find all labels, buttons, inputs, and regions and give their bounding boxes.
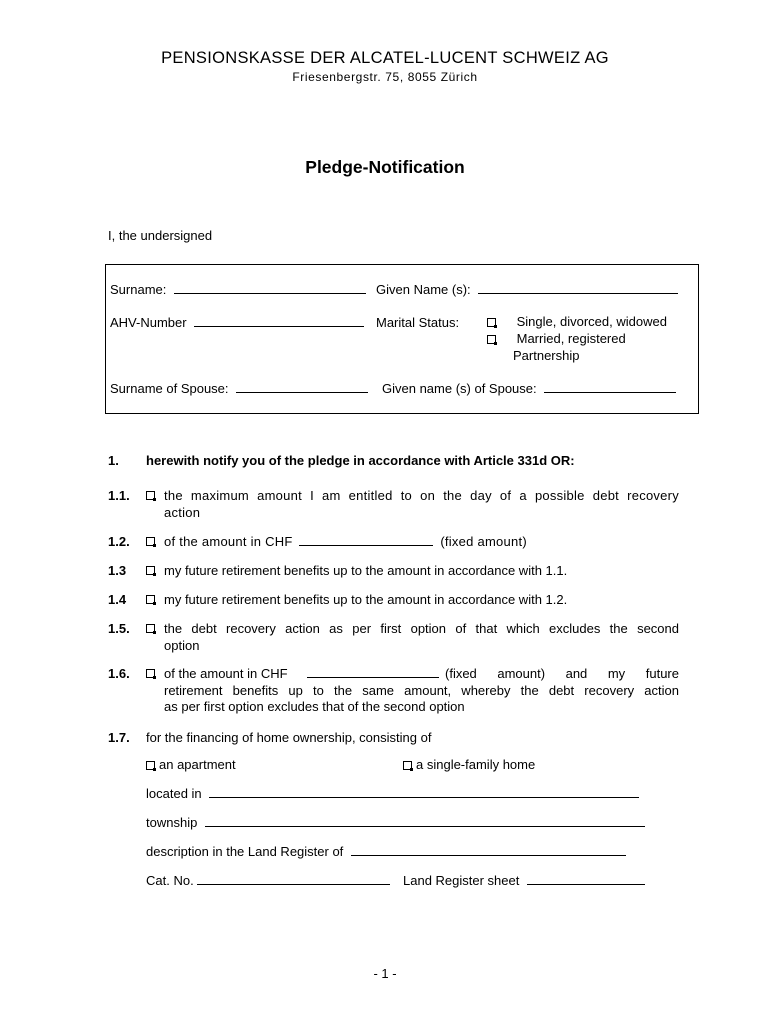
option-single-family[interactable]: a single-family home — [403, 757, 535, 772]
item-number: 1.7. — [108, 730, 130, 745]
checkbox-icon[interactable] — [146, 537, 155, 546]
spouse-given-field[interactable] — [544, 381, 676, 393]
item-number: 1.6. — [108, 666, 130, 681]
located-label: located in — [146, 786, 202, 801]
land-register-row — [146, 844, 626, 859]
surname-field[interactable] — [174, 282, 366, 294]
land-register-field[interactable] — [351, 844, 626, 856]
located-row — [146, 786, 639, 801]
page-number: - 1 - — [373, 966, 397, 981]
item-number: 1.2. — [108, 534, 130, 549]
item-number: 1.1. — [108, 488, 130, 503]
document-title: Pledge-Notification — [305, 157, 465, 177]
spouse-surname-field[interactable] — [236, 381, 368, 393]
item-number: 1.5. — [108, 621, 130, 636]
cat-no-label: Cat. No. — [146, 873, 194, 888]
item-1-1-text: the maximum amount I am entitled to on the day of a possible debt recovery — [164, 488, 679, 503]
checkbox-icon[interactable] — [146, 595, 155, 604]
spouse-surname-label: Surname of Spouse: — [110, 381, 229, 396]
marital-option-single[interactable]: Single, divorced, widowed — [487, 314, 667, 329]
option-apartment[interactable]: an apartment — [146, 757, 236, 772]
land-register-label: description in the Land Register of — [146, 844, 344, 859]
checkbox-icon[interactable] — [487, 335, 496, 344]
checkbox-icon[interactable] — [146, 761, 155, 770]
checkbox-icon[interactable] — [146, 624, 155, 633]
item-1-5-text: the debt recovery action as per first option of that which excludes the second — [164, 621, 679, 636]
checkbox-icon[interactable] — [403, 761, 412, 770]
township-row — [146, 815, 645, 830]
item-1-7-text: for the financing of home ownership, consisting of — [146, 730, 432, 745]
land-register-sheet-row — [403, 873, 645, 888]
township-field[interactable] — [205, 815, 645, 827]
checkbox-icon[interactable] — [146, 566, 155, 575]
item-1-5-text-cont: option — [164, 638, 200, 653]
given-name-row — [376, 282, 678, 297]
section-number: 1. — [108, 453, 119, 468]
item-1-6-text-cont2: as per first option excludes that of the second option — [164, 699, 465, 714]
item-number: 1.3 — [108, 563, 127, 578]
item-1-4-text: my future retirement benefits up to the amount in accordance with 1.2. — [164, 592, 568, 607]
ahv-field[interactable] — [194, 315, 364, 327]
item-1-3-text: my future retirement benefits up to the amount in accordance with 1.1. — [164, 563, 568, 578]
land-register-sheet-label: Land Register sheet — [403, 873, 520, 888]
ahv-label: AHV-Number — [110, 315, 187, 330]
organization-name: PENSIONSKASSE DER ALCATEL-LUCENT SCHWEIZ AG — [161, 49, 609, 67]
given-name-field[interactable] — [478, 282, 678, 294]
located-field[interactable] — [209, 786, 639, 798]
marital-option-partnership-label: Partnership — [513, 348, 580, 363]
checkbox-icon[interactable] — [146, 491, 155, 500]
marital-option-married[interactable]: Married, registered — [487, 331, 626, 346]
spouse-given-label: Given name (s) of Spouse: — [382, 381, 537, 396]
intro-text: I, the undersigned — [108, 228, 213, 243]
surname-label: Surname: — [110, 282, 167, 297]
cat-no-field[interactable] — [197, 873, 390, 885]
ahv-row — [110, 315, 364, 330]
township-label: township — [146, 815, 198, 830]
chf-amount-field[interactable] — [299, 534, 433, 546]
cat-no-row — [146, 873, 390, 888]
organization-address: Friesenbergstr. 75, 8055 Zürich — [292, 70, 478, 84]
surname-row — [110, 282, 366, 297]
item-1-6-text-cont: retirement benefits up to the same amount, whereby the debt recovery action — [164, 683, 679, 698]
section-heading: herewith notify you of the pledge in accordance with Article 331d OR: — [146, 453, 575, 468]
checkbox-icon[interactable] — [146, 669, 155, 678]
item-1-6-suffix: (fixed amount) and my future — [445, 666, 679, 681]
item-number: 1.4 — [108, 592, 127, 607]
chf-amount-field-2[interactable] — [307, 666, 439, 678]
given-name-label: Given Name (s): — [376, 282, 471, 297]
item-1-6-prefix: of the amount in CHF — [164, 666, 288, 681]
item-1-1-text-cont: action — [164, 505, 201, 520]
item-1-2-row: of the amount in CHF (fixed amount) — [164, 534, 527, 549]
land-register-sheet-field[interactable] — [527, 873, 645, 885]
spouse-surname-row — [110, 381, 368, 396]
spouse-given-row — [382, 381, 676, 396]
marital-status-label: Marital Status: — [376, 315, 460, 330]
checkbox-icon[interactable] — [487, 318, 496, 327]
